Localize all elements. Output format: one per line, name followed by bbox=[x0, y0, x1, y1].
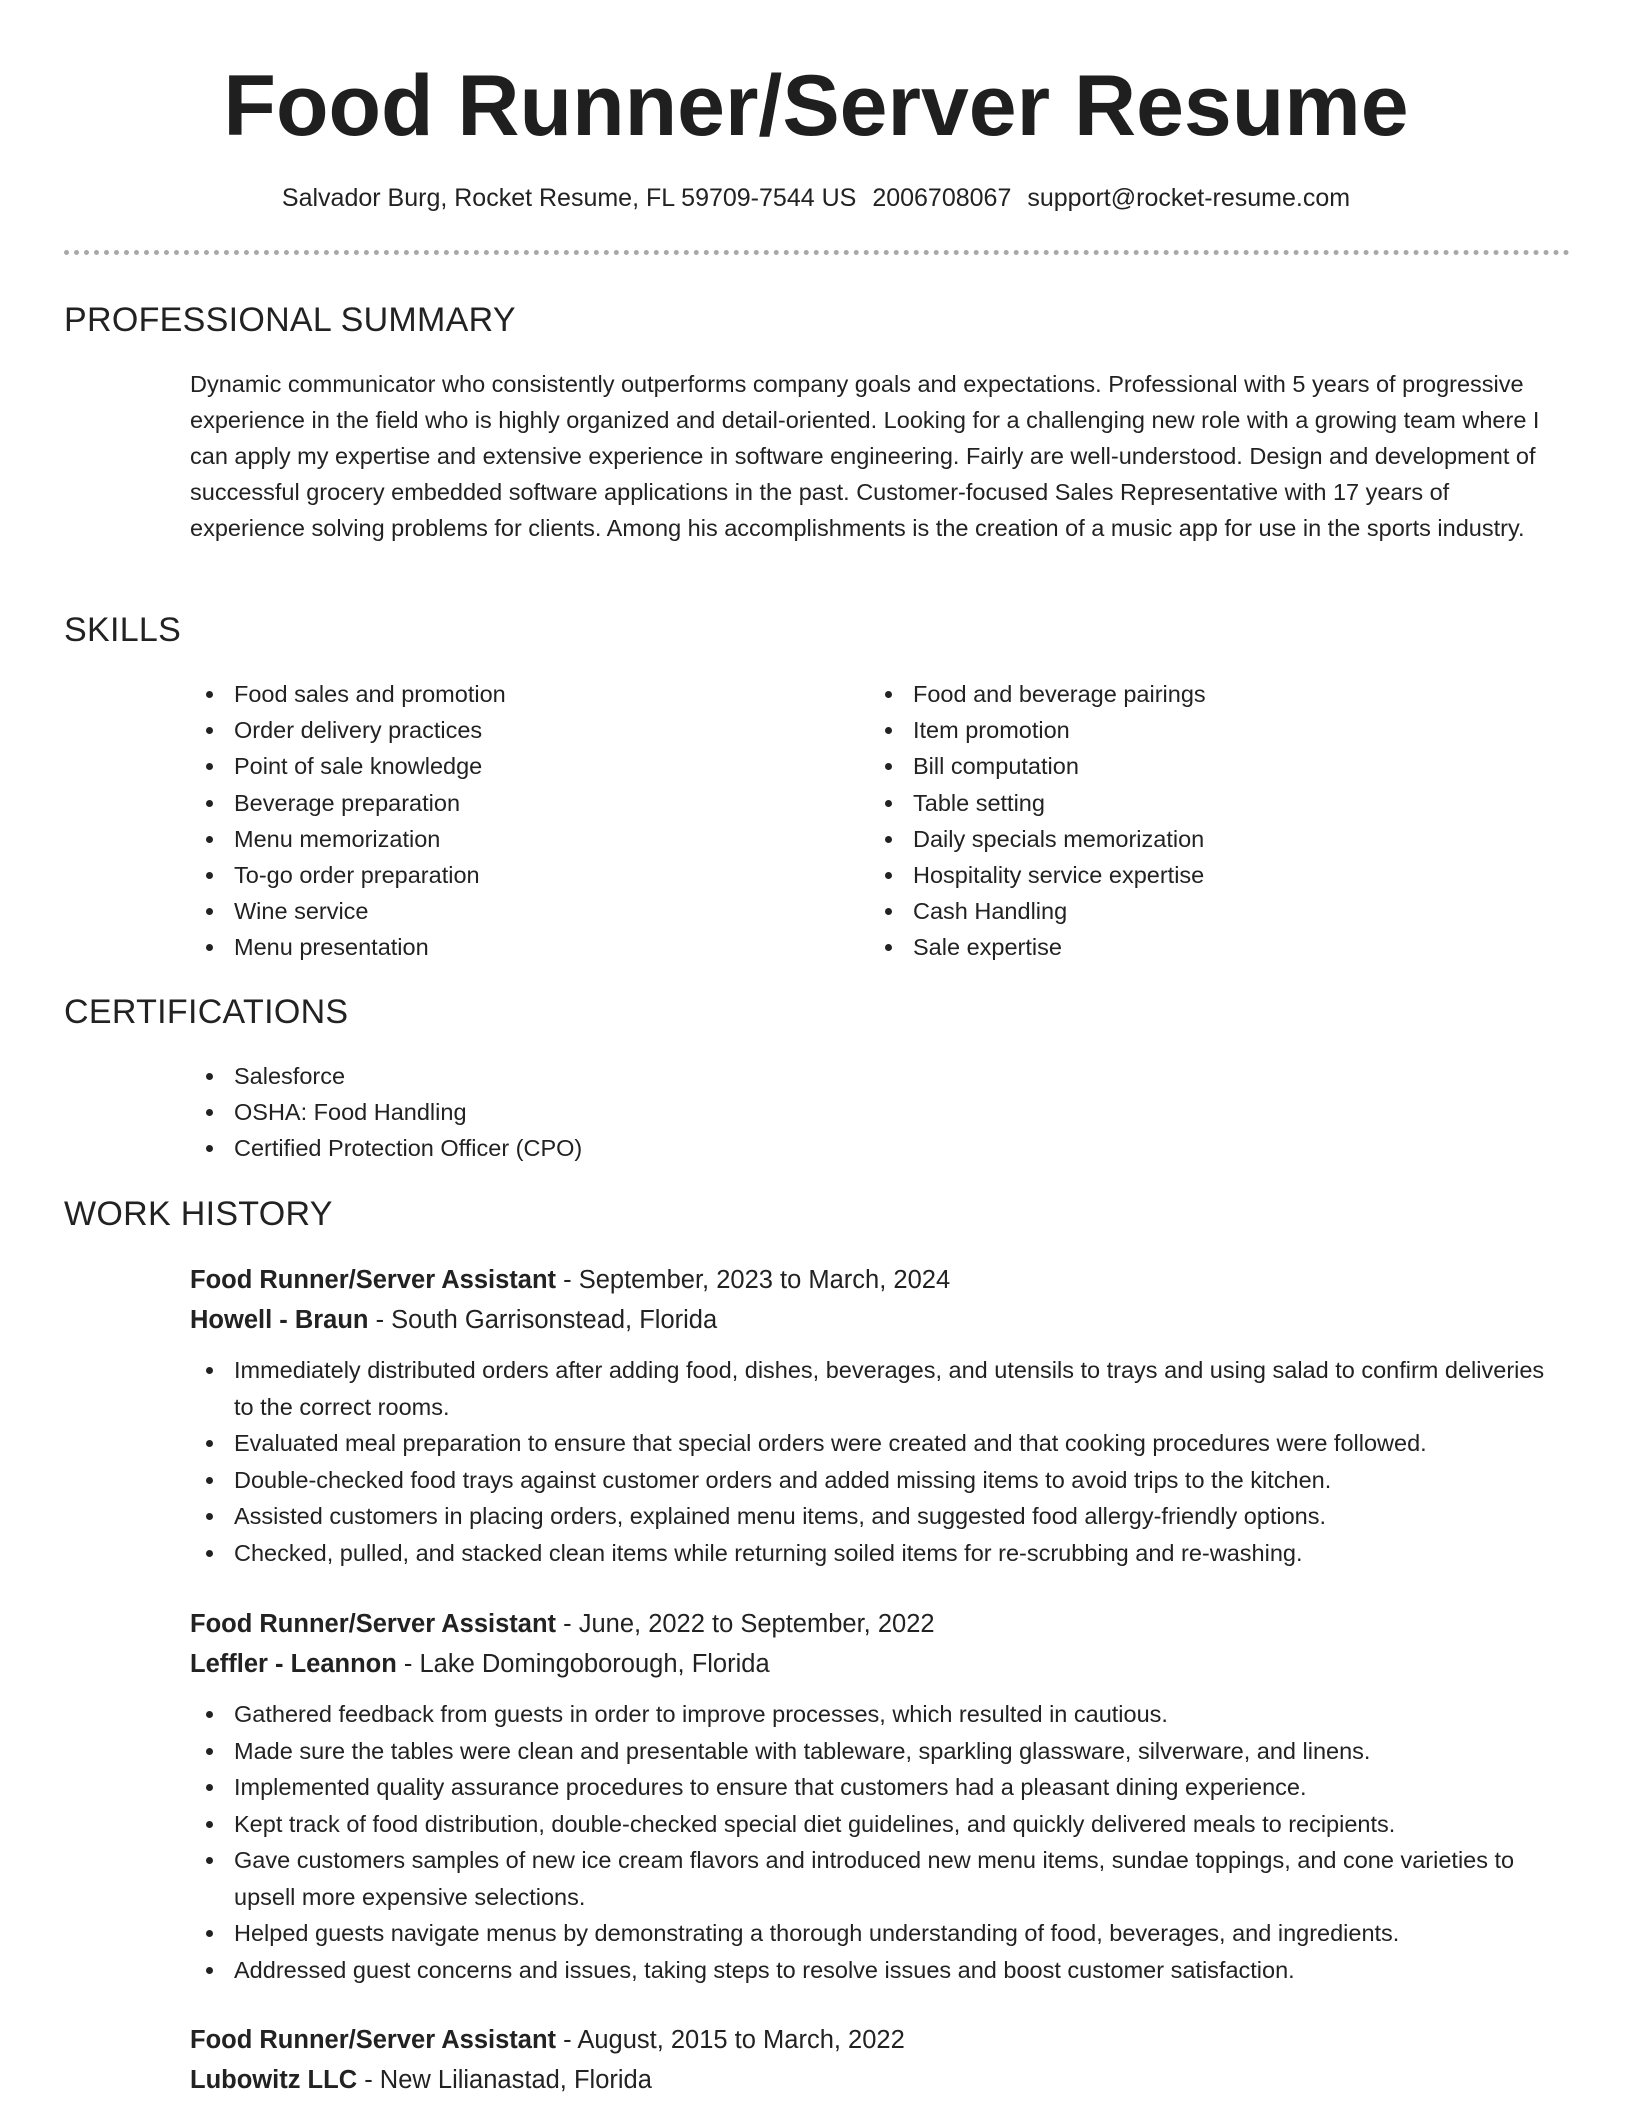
contact-line bbox=[0, 180, 1632, 216]
list-item: Item promotion bbox=[869, 712, 1509, 748]
list-item: Hospitality service expertise bbox=[869, 857, 1509, 893]
job-title: Food Runner/Server Assistant bbox=[190, 1610, 557, 1638]
job-company: Howell - Braun bbox=[190, 1306, 369, 1334]
skills-list-left bbox=[190, 676, 830, 966]
list-item: Food and beverage pairings bbox=[869, 676, 1509, 712]
list-item: Point of sale knowledge bbox=[190, 748, 830, 784]
certifications-heading: CERTIFICATIONS bbox=[64, 993, 349, 1031]
job-location: - South Garrisonstead, Florida bbox=[368, 1306, 718, 1334]
job-title: Food Runner/Server Assistant bbox=[190, 2026, 557, 2054]
skills-list-right bbox=[869, 676, 1509, 966]
job-entry bbox=[190, 1604, 1570, 1988]
job-location: - Lake Domingoborough, Florida bbox=[396, 1650, 770, 1678]
list-item: Beverage preparation bbox=[190, 785, 830, 821]
list-item: Daily specials memorization bbox=[869, 821, 1509, 857]
list-item: Sale expertise bbox=[869, 929, 1509, 965]
list-item: Immediately distributed orders after adding food, dishes, beverages, and utensils to trays and using salad to confirm deliveries to the correct rooms. bbox=[190, 1352, 1570, 1425]
list-item: OSHA: Food Handling bbox=[190, 1094, 1190, 1130]
list-item: Cash Handling bbox=[869, 893, 1509, 929]
job-title-line bbox=[190, 2020, 1570, 2060]
job-entry bbox=[190, 1260, 1570, 1571]
contact-phone: 2006708067 bbox=[872, 184, 1012, 212]
summary-heading: PROFESSIONAL SUMMARY bbox=[64, 301, 516, 339]
list-item: Assisted customers in placing orders, explained menu items, and suggested food allergy-friendly options. bbox=[190, 1498, 1570, 1535]
list-item: Kept track of food distribution, double-checked special diet guidelines, and quickly delivered meals to recipients. bbox=[190, 1806, 1570, 1843]
job-dates: - August, 2015 to March, 2022 bbox=[556, 2026, 905, 2054]
list-item: Wine service bbox=[190, 893, 830, 929]
contact-address: Salvador Burg, Rocket Resume, FL 59709-7544 US bbox=[281, 184, 857, 212]
list-item: Table setting bbox=[869, 785, 1509, 821]
summary-text: Dynamic communicator who consistently outperforms company goals and expectations. Professional with 5 years of progressive experience in the field who is highly organized and detail-oriented. Looking for a challenging new role with a growing team where I can apply my expertise and extensive experience in software engineering. Fairly are well-understood. Design and development of successful grocery embedded software applications in the past. Customer-focused Sales Representative with 17 years of experience solving problems for clients. Among his accomplishments is the creation of a music app for use in the sports industry. bbox=[190, 371, 1540, 541]
job-dates: - June, 2022 to September, 2022 bbox=[556, 1610, 935, 1638]
job-duties-list bbox=[190, 1696, 1570, 1988]
job-duties-list bbox=[190, 1352, 1570, 1571]
list-item: Bill computation bbox=[869, 748, 1509, 784]
skills-heading: SKILLS bbox=[64, 611, 182, 649]
header-divider bbox=[64, 250, 1570, 255]
list-item: Menu presentation bbox=[190, 929, 830, 965]
list-item: Helped guests navigate menus by demonstrating a thorough understanding of food, beverages, and ingredients. bbox=[190, 1915, 1570, 1952]
contact-email[interactable]: support@rocket-resume.com bbox=[1027, 184, 1351, 212]
list-item: Made sure the tables were clean and presentable with tableware, sparkling glassware, silverware, and linens. bbox=[190, 1733, 1570, 1770]
resume-title: Food Runner/Server Resume bbox=[223, 58, 1409, 154]
list-item: Double-checked food trays against customer orders and added missing items to avoid trips to the kitchen. bbox=[190, 1462, 1570, 1499]
job-company: Lubowitz LLC bbox=[190, 2066, 358, 2094]
list-item: Checked, pulled, and stacked clean items while returning soiled items for re-scrubbing and re-washing. bbox=[190, 1535, 1570, 1572]
job-company: Leffler - Leannon bbox=[190, 1650, 397, 1678]
job-title-line bbox=[190, 1604, 1570, 1644]
list-item: Salesforce bbox=[190, 1058, 1190, 1094]
list-item: Certified Protection Officer (CPO) bbox=[190, 1130, 1190, 1166]
job-dates: - September, 2023 to March, 2024 bbox=[556, 1266, 951, 1294]
job-company-line bbox=[190, 1300, 1570, 1340]
job-title: Food Runner/Server Assistant bbox=[190, 1266, 557, 1294]
list-item: Implemented quality assurance procedures to ensure that customers had a pleasant dining experience. bbox=[190, 1769, 1570, 1806]
job-company-line bbox=[190, 1644, 1570, 1684]
list-item: Addressed guest concerns and issues, taking steps to resolve issues and boost customer satisfaction. bbox=[190, 1952, 1570, 1989]
list-item: Menu memorization bbox=[190, 821, 830, 857]
job-entry bbox=[190, 2020, 1570, 2100]
list-item: Gave customers samples of new ice cream flavors and introduced new menu items, sundae toppings, and cone varieties to upsell more expensive selections. bbox=[190, 1842, 1570, 1915]
list-item: Food sales and promotion bbox=[190, 676, 830, 712]
list-item: Gathered feedback from guests in order to improve processes, which resulted in cautious. bbox=[190, 1696, 1570, 1733]
job-title-line bbox=[190, 1260, 1570, 1300]
job-location: - New Lilianastad, Florida bbox=[357, 2066, 652, 2094]
work-history-heading: WORK HISTORY bbox=[64, 1195, 333, 1233]
list-item: Evaluated meal preparation to ensure that special orders were created and that cooking procedures were followed. bbox=[190, 1425, 1570, 1462]
list-item: Order delivery practices bbox=[190, 712, 830, 748]
certifications-list bbox=[190, 1058, 1190, 1166]
job-company-line bbox=[190, 2060, 1570, 2100]
list-item: To-go order preparation bbox=[190, 857, 830, 893]
